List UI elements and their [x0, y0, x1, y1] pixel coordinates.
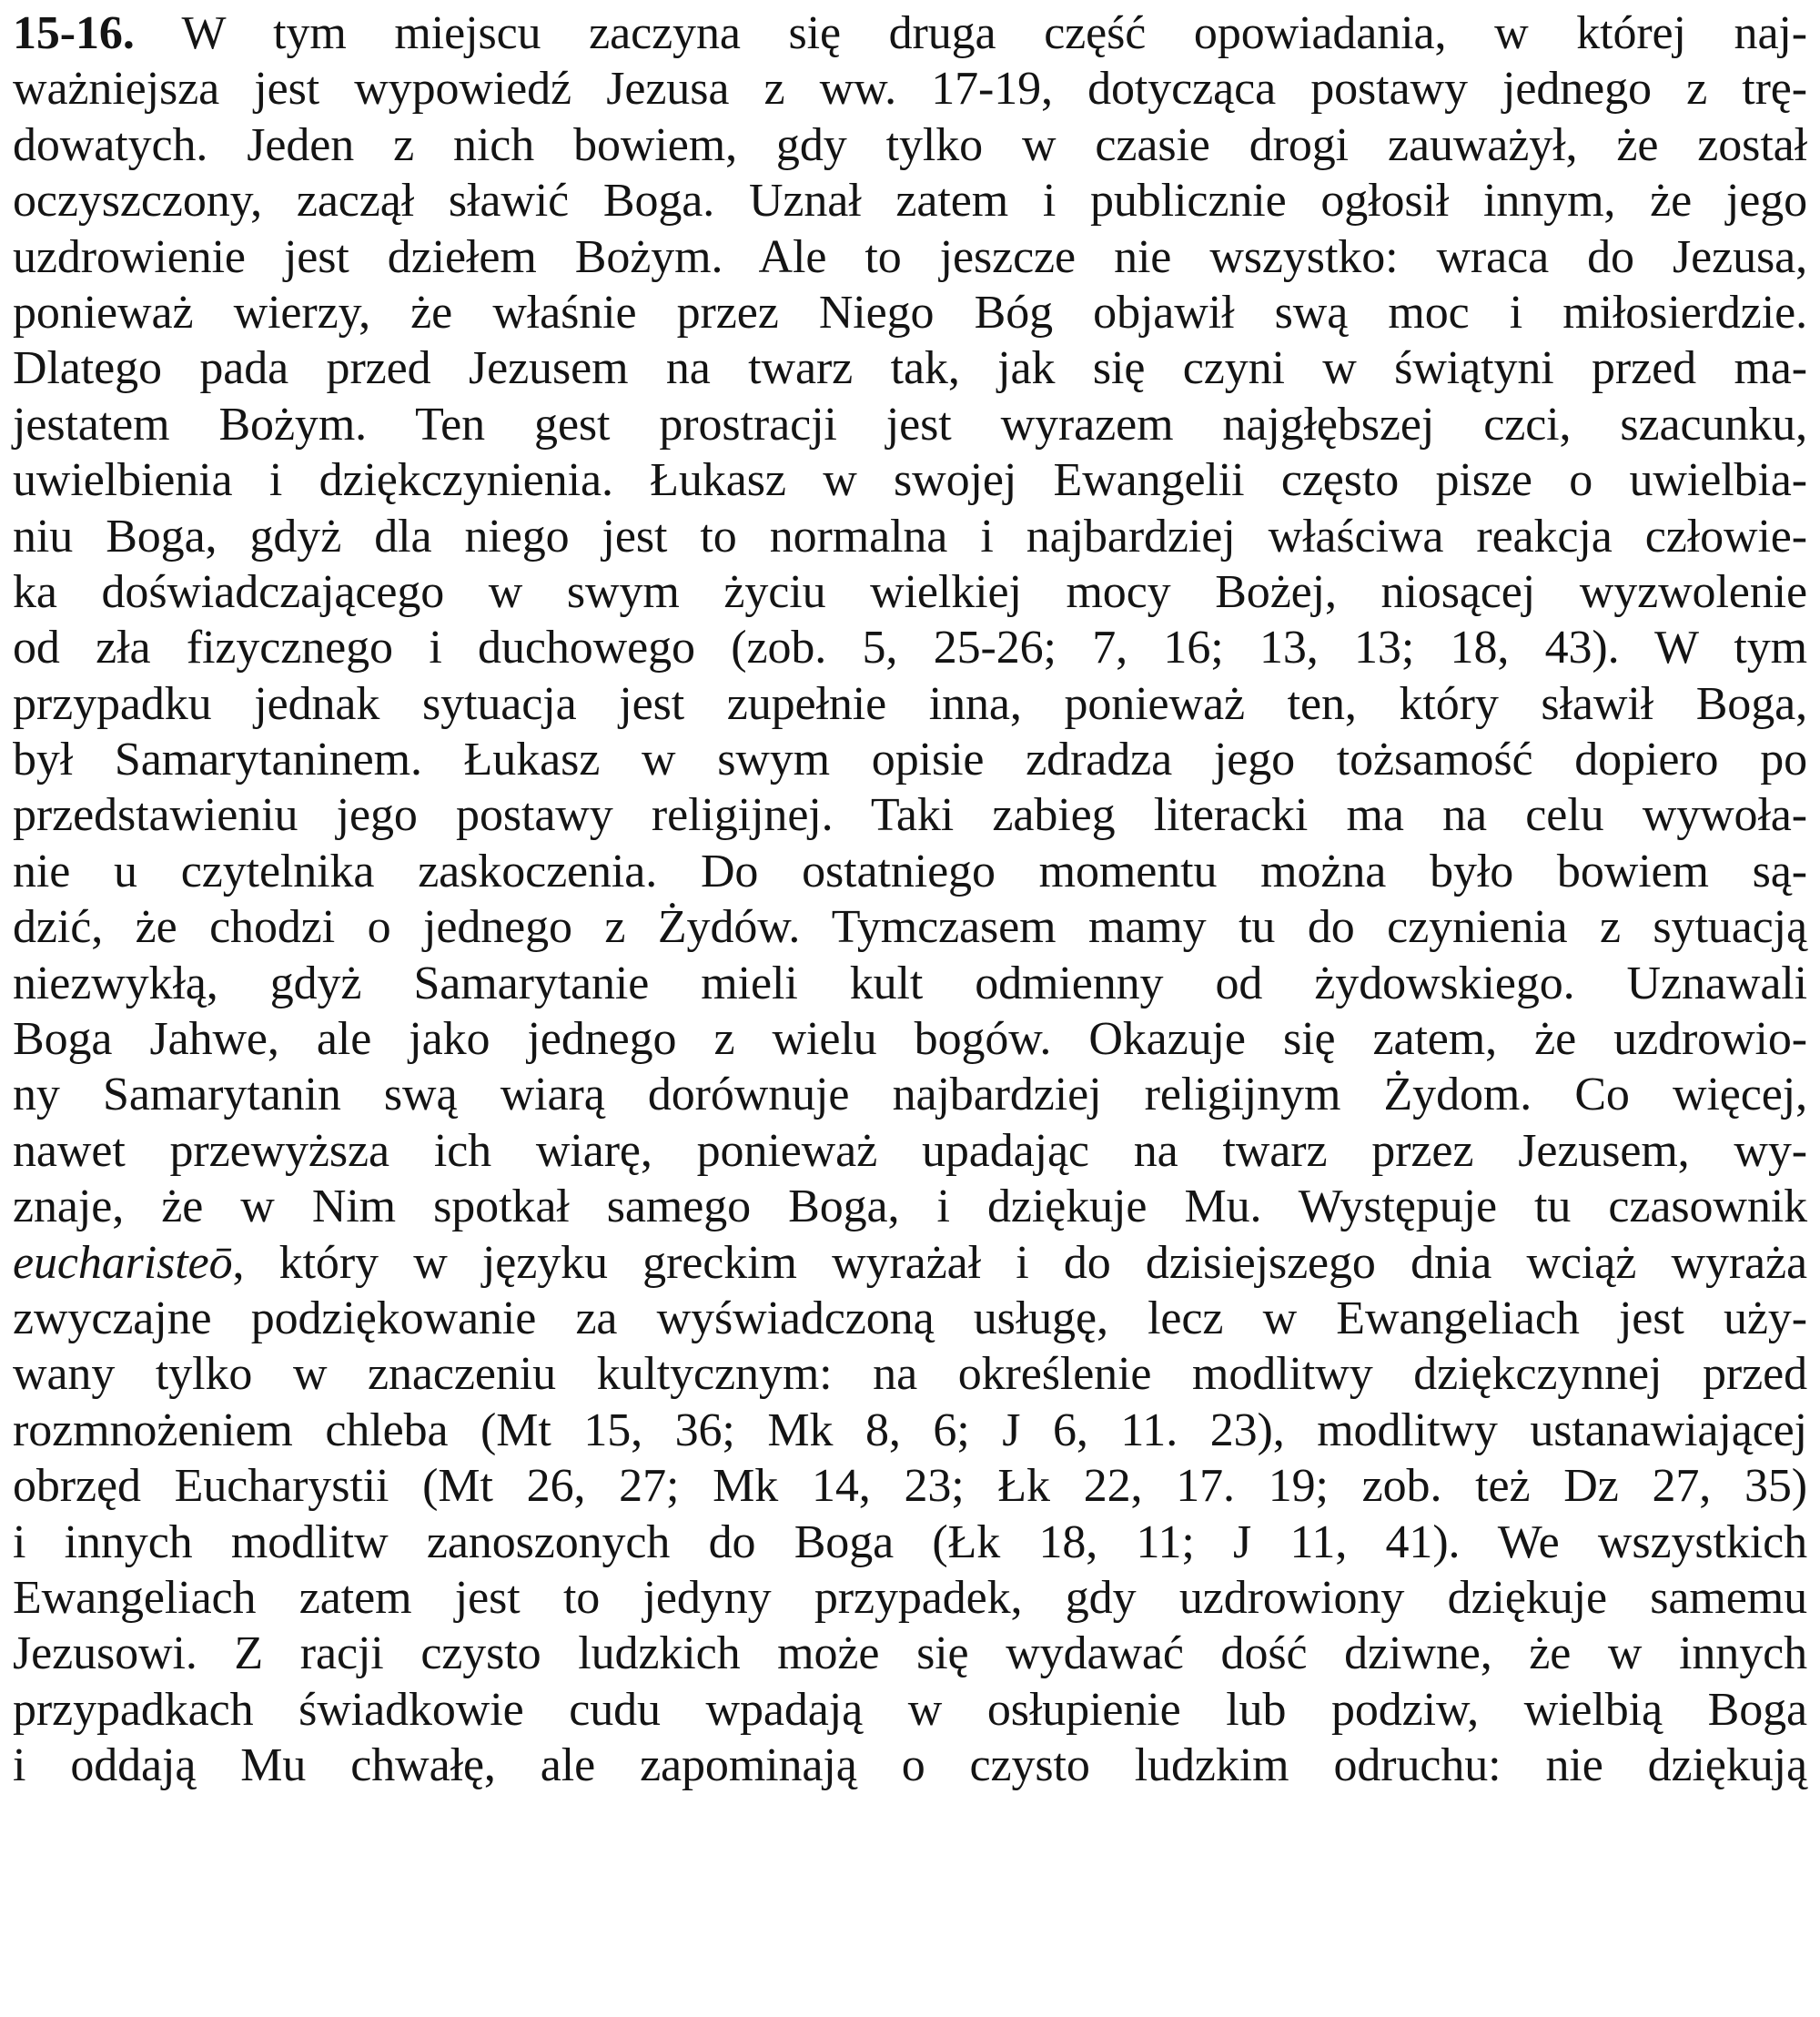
text-line-6: ponieważ wierzy, że właśnie przez Niego Bóg objawił swą moc i miłosierdzie. [13, 286, 1807, 339]
text-line-9: uwielbienia i dziękczynienia. Łukasz w swojej Ewangelii często pisze o uwielbia- [13, 454, 1807, 507]
text-line-23 [13, 1235, 1807, 1291]
text-line-10: niu Boga, gdyż dla niego jest to normalna i najbardziej właściwa reakcja człowie- [13, 510, 1807, 563]
text-line-32: i oddają Mu chwałę, ale zapominają o czysto ludzkim odruchu: nie dziękują [13, 1739, 1807, 1792]
text-line-30: Jezusowi. Z racji czysto ludzkich może się wydawać dość dziwne, że w innych [13, 1627, 1807, 1680]
text-line-19: Boga Jahwe, ale jako jednego z wielu bogów. Okazuje się zatem, że uzdrowio- [13, 1013, 1807, 1066]
text-line-22: znaje, że w Nim spotkał samego Boga, i dziękuje Mu. Występuje tu czasownik [13, 1181, 1807, 1233]
text-line-3: dowatych. Jeden z nich bowiem, gdy tylko w czasie drogi zauważył, że został [13, 118, 1807, 171]
text-line-14: był Samarytaninem. Łukasz w swym opisie zdradza jego tożsamość dopiero po [13, 734, 1807, 786]
text-line-21: nawet przewyższa ich wiarę, ponieważ upadając na twarz przez Jezusem, wy- [13, 1124, 1807, 1177]
text-line-16: nie u czytelnika zaskoczenia. Do ostatniego momentu można było bowiem są- [13, 845, 1807, 897]
document-page [13, 5, 1807, 1794]
text-line-26: rozmnożeniem chleba (Mt 15, 36; Mk 8, 6; J 6, 11. 23), modlitwy ustanawiającej [13, 1404, 1807, 1456]
text-line-18: niezwykłą, gdyż Samarytanie mieli kult odmienny od żydowskiego. Uznawali [13, 957, 1807, 1009]
text-line-27: obrzęd Eucharystii (Mt 26, 27; Mk 14, 23; Łk 22, 17. 19; zob. też Dz 27, 35) [13, 1460, 1807, 1513]
text-line-2: ważniejsza jest wypowiedź Jezusa z ww. 17-19, dotycząca postawy jednego z trę- [13, 63, 1807, 116]
text-line-4: oczyszczony, zaczął sławić Boga. Uznał zatem i publicznie ogłosił innym, że jego [13, 175, 1807, 228]
text-line-1-content: W tym miejscu zaczyna się druga część opowiadania, w której naj- [134, 7, 1807, 59]
text-line-8: jestatem Bożym. Ten gest prostracji jest wyrazem najgłębszej czci, szacunku, [13, 398, 1807, 451]
text-line-28: i innych modlitw zanoszonych do Boga (Łk 18, 11; J 11, 41). We wszystkich [13, 1515, 1807, 1568]
text-line-1 [13, 5, 1807, 61]
text-line-5: uzdrowienie jest dziełem Bożym. Ale to jeszcze nie wszystko: wraca do Jezusa, [13, 230, 1807, 283]
text-line-17: dzić, że chodzi o jednego z Żydów. Tymczasem mamy tu do czynienia z sytuacją [13, 901, 1807, 954]
text-line-31: przypadkach świadkowie cudu wpadają w osłupienie lub podziw, wielbią Boga [13, 1683, 1807, 1736]
text-line-25: wany tylko w znaczeniu kultycznym: na określenie modlitwy dziękczynnej przed [13, 1348, 1807, 1401]
text-line-15: przedstawieniu jego postawy religijnej. Taki zabieg literacki ma na celu wywoła- [13, 789, 1807, 842]
verse-number: 15-16. [13, 7, 135, 59]
text-line-12: od zła fizycznego i duchowego (zob. 5, 25-26; 7, 16; 13, 13; 18, 43). W tym [13, 622, 1807, 674]
text-line-7: Dlatego pada przed Jezusem na twarz tak, jak się czyni w świątyni przed ma- [13, 342, 1807, 395]
text-line-24: zwyczajne podziękowanie za wyświadczoną usługę, lecz w Ewangeliach jest uży- [13, 1292, 1807, 1344]
greek-term: eucharisteō [13, 1236, 233, 1289]
text-line-29: Ewangeliach zatem jest to jedyny przypadek, gdy uzdrowiony dziękuje samemu [13, 1571, 1807, 1624]
text-line-13: przypadku jednak sytuacja jest zupełnie inna, ponieważ ten, który sławił Boga, [13, 677, 1807, 730]
text-line-23-content: , który w języku greckim wyrażał i do dzisiejszego dnia wciąż wyraża [232, 1236, 1807, 1289]
text-line-20: ny Samarytanin swą wiarą dorównuje najbardziej religijnym Żydom. Co więcej, [13, 1069, 1807, 1121]
text-line-11: ka doświadczającego w swym życiu wielkiej mocy Bożej, niosącej wyzwolenie [13, 565, 1807, 618]
